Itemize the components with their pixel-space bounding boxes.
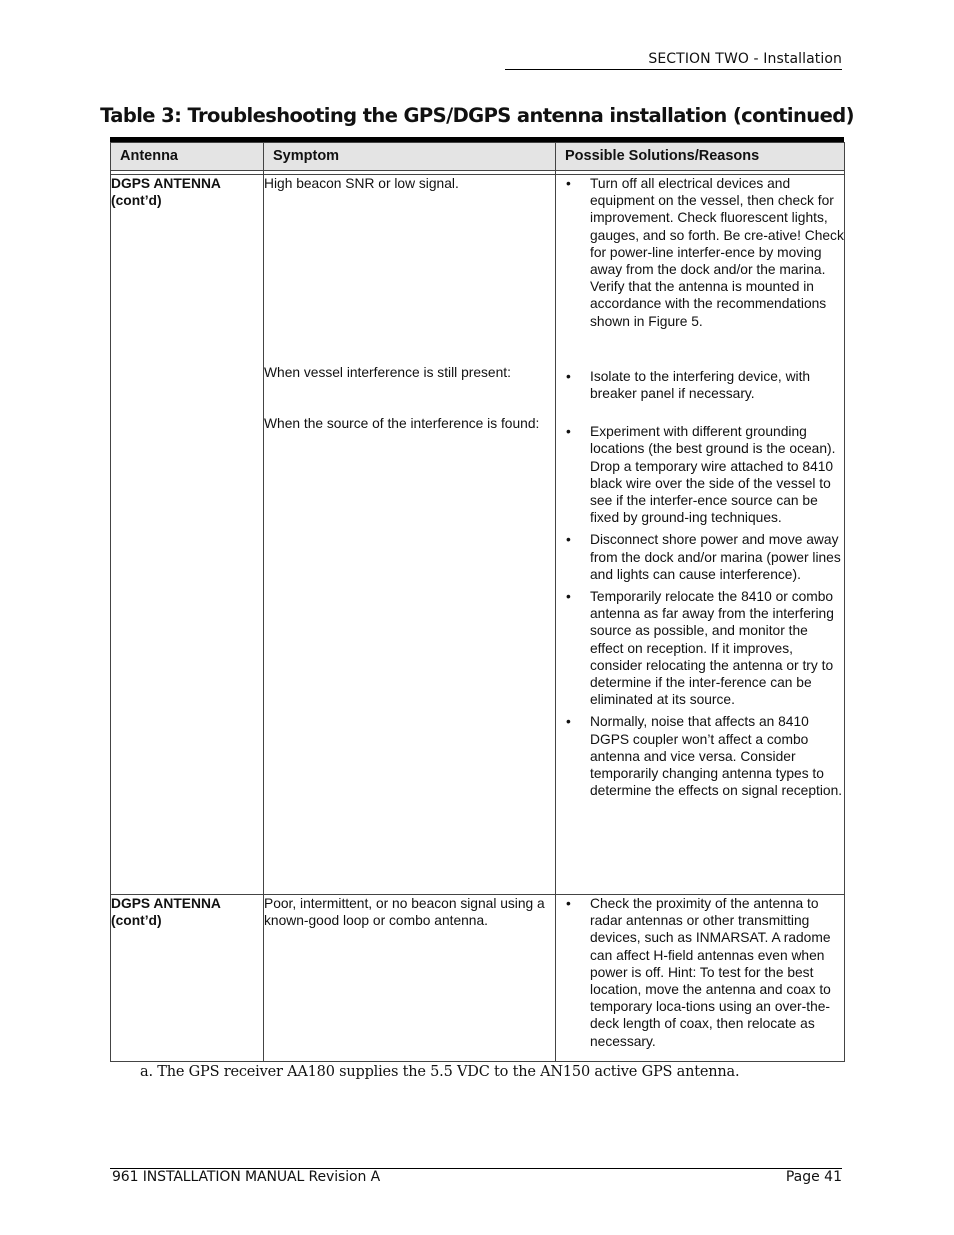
footer-page-number: Page 41 xyxy=(785,1169,842,1185)
header-rule xyxy=(505,69,842,70)
solution-item: • Turn off all electrical devices and equipment on the vessel, then check for improvement. Check fluorescent lights, gauges, and so forth. Be cre-ative! Check for power-line interfer-ence by moving away from the dock and/or the marina. Verify that the antenna is mounted in accordance with the recommendations shown in Figure 5. xyxy=(556,175,844,330)
solutions-cell xyxy=(556,895,845,1062)
symptom-cell xyxy=(264,895,556,1062)
solution-spacer xyxy=(556,407,844,423)
troubleshooting-table xyxy=(110,142,845,1062)
solution-list xyxy=(556,175,844,330)
solution-item: • Check the proximity of the antenna to radar antennas or other transmitting devices, such as INMARSAT. A radome can affect H-field antennas even when power is off. Hint: To test for the best location, move the antenna and coax to temporary loca-tions using an over-the-deck length of coax, then relocate as necessary. xyxy=(556,895,844,1050)
solution-item: • Isolate to the interfering device, with breaker panel if necessary. xyxy=(556,368,844,402)
solution-list xyxy=(556,423,844,799)
solution-list xyxy=(556,368,844,402)
footer-manual-title: 961 INSTALLATION MANUAL Revision A xyxy=(112,1169,381,1185)
solution-list xyxy=(556,895,844,1050)
col-header-antenna: Antenna xyxy=(111,143,264,171)
symptom-text: High beacon SNR or low signal. xyxy=(264,176,459,191)
table-footnote: a. The GPS receiver AA180 supplies the 5.5 VDC to the AN150 active GPS antenna. xyxy=(140,1064,740,1080)
section-header: SECTION TWO - Installation xyxy=(648,51,842,67)
table-row xyxy=(111,175,845,895)
solution-item: • Temporarily relocate the 8410 or combo antenna as far away from the interfering source as possible, and monitor the effect on reception. If it improves, consider relocating the antenna or try to determine if the inter-ference can be eliminated at its source. xyxy=(556,588,844,708)
antenna-cell: DGPS ANTENNA (cont’d) xyxy=(111,895,264,1062)
symptom-text: Poor, intermittent, or no beacon signal using a known-good loop or combo antenna. xyxy=(264,896,545,929)
col-header-symptom: Symptom xyxy=(264,143,556,171)
symptom-cell xyxy=(264,175,556,895)
table-title: Table 3: Troubleshooting the GPS/DGPS antenna installation (continued) xyxy=(100,104,854,127)
antenna-cell: DGPS ANTENNA (cont’d) xyxy=(111,175,264,895)
solution-item: • Disconnect shore power and move away from the dock and/or marina (power lines and lights can cause interference). xyxy=(556,531,844,583)
solutions-cell xyxy=(556,175,845,895)
symptom-text: When vessel interference is still present: xyxy=(264,365,511,380)
table-header-row xyxy=(111,143,845,171)
symptom-text: When the source of the interference is found: xyxy=(264,416,540,431)
solution-item: • Normally, noise that affects an 8410 DGPS coupler won’t affect a combo antenna and vice versa. Consider temporarily changing antenna types to determine the effects on signal reception. xyxy=(556,713,844,799)
solution-spacer xyxy=(556,335,844,368)
solution-item: • Experiment with different grounding locations (the best ground is the ocean). Drop a temporary wire attached to 8410 black wire over the side of the vessel to see if the interfer-ence source can be fixed by ground-ing techniques. xyxy=(556,423,844,526)
col-header-solutions: Possible Solutions/Reasons xyxy=(556,143,845,171)
table-row xyxy=(111,895,845,1062)
